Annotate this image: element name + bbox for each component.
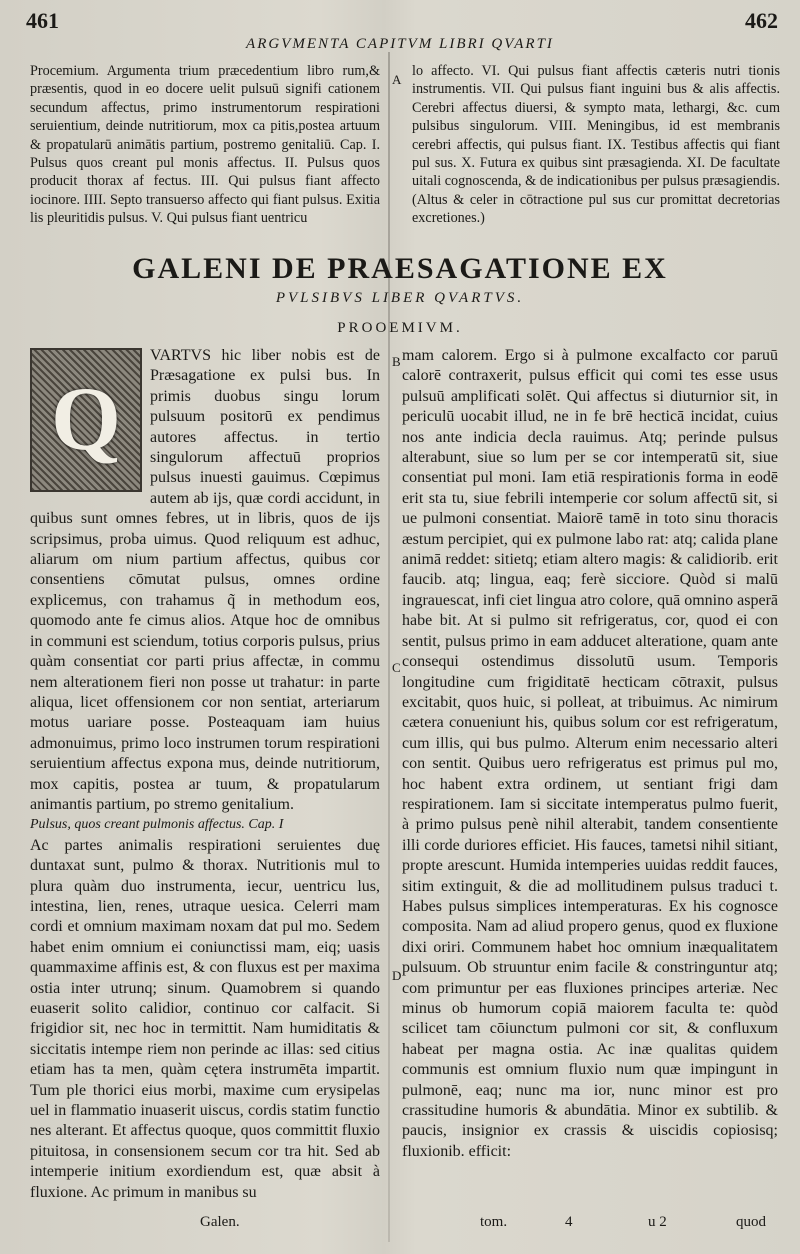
- book-title: GALENI DE PRAESAGATIONE EX: [132, 252, 668, 285]
- column-left-text-2: Ac partes animalis respirationi seruientes duę duntaxat sunt, pulmo & thorax. Nutritionis mul to plura quàm duo instrumenta, iecur, uentricu lus, intestina, lien, renes, utraque uesica. Celerri mam cordi et omnium maximam noxam dat pul mo. Sedem habet enim omnium ei coniunctissi mam, eiq; uasis quammaxime affinis est, & con fluxus est per maxima ostia inter utrunq; sinum. Quamobrem si quando euaserit solito calidior, continuo cor calfacit. Si frigidior sit, nec hoc in termittit. Nam humiditatis & siccitatis intempe riem non perinde ac illas: sed citius etiam has ta men, quàm cętera instrumēta impartit. Tum ple thorici eius morbi, maxime cum erysipelas uel in flammatio inuaserit uiscus, cordis statim functio nes alterant. Et affectus quoque, quos committit fluxio pituitosa, in consensionem secum cor tra hit. Sed ab intemperie initium exordiendum est, quæ absit à fluxione. Ac primum in manibus su: [30, 836, 380, 1201]
- book-subtitle: PVLSIBVS LIBER QVARTVS.: [275, 290, 525, 306]
- gutter-line: [388, 52, 390, 1242]
- signature-number: 4: [565, 1214, 573, 1230]
- chapter-heading: Pulsus, quos creant pulmonis affectus. Cap. I: [30, 817, 284, 833]
- catchword-right: quod: [736, 1214, 766, 1230]
- column-left: [30, 346, 380, 1203]
- signature-tom: tom.: [480, 1214, 508, 1230]
- margin-letter-b: B: [392, 354, 401, 369]
- margin-letter-c: C: [392, 660, 401, 675]
- argument-right: lo affecto. VI. Qui pulsus fiant affectis cæteris nutri tionis instrumentis. VII. Qui pulsus fiant inguini bus & alis affectis. Cerebri affectus diuersi, & sympto mata, lethargi, &c. cum pulsibus singulorum. VIII. Meningibus, id est membranis cerebri affectis, qui pulsus fiant. IX. Testibus affectis qui fiant pul sus. X. Futura ex quibus sint præsagienda. XI. De facultate uitali cognoscenda, & de indicationibus per pulsus præsagiendis. (Altus & celer in cōtractione pul sus cur promittat decretorias excretiones.): [412, 63, 780, 227]
- folio-left: 461: [26, 8, 59, 33]
- column-right: [402, 346, 778, 1162]
- margin-letter-d: D: [392, 968, 402, 983]
- signature-mark: u 2: [648, 1214, 667, 1230]
- column-right-text: mam calorem. Ergo si à pulmone excalfacto cor paruū calorē contraxerit, pulsus efficit qui comi tes esse usus pulsuū amplificati solēt. Qui affectus si diuturnior sit, in periculū uocabit illud, ne in fe brē hecticā incidat, cuius nos ante indicia decla rauimus. Atq; perinde pulsus alterabunt, siue so lum per se cor intemperatū sit, siue consentiat pul moni. Iam etiā respirationis forma in eodē erit sta tu, siue febrili intemperie cor solum affectū sit, si ue pulmoni consentiat. Maiorē tamē in toto sinu thoracis æstum percipiet, qui ex pulmone labo rat: atq; calida plane animā reddet: sitietq; etiam altero magis: & calidiorib. erit faucib. atq; lingua, eaq; ferè sicciore. Quòd si malū ingrauescat, infi ciet lingua atro colore, quā omnino asperā habe bit. At si pulmo sit refrigeratus, cor, quod ei con sentit, pulsus primo in eam adducet alteratione, quam ante consequi ostendimus dissolutū usum. Temporis longitudine cum frigiditatē hecticam cōtraxit, pulsus excitabit, quos huic, si polleat, at tribuimus. Ac nimirum cætera conueniunt his, quibus solum cor est refrigeratum, cum illis, qui bus pulmo. Alterum enim necessario alteri con sentit. Quibus uero refrigeratus est primus pul mo, hoc habent extra ordinem, ut sentiant frigi dam respirationem. Iam si siccitate intemperatus pulmo fuerit, à primo pulsus penè nihil alterabit, tandem consentiente illi corde duriores efficiet. His fauces, tametsi nihil sitiant, propte arescunt. Humida intemperies uuidas reddit fauces, sitim extinguit, & die ad mollitudinem pulsus traduci t. Habes pulsus simplices intemperaturas. Ex his cognosce composita. Nam ad aliud propero genus, quod ex fluxione dixi oriri. Communem habet hoc omnium inæqualitatem pulsuum. Ob struuntur enim facile & constringuntur atq; com primuntur per eas fluxiones principes arteriæ. Nec minus ob humorum copiā maiorem faculta te: quòd scilicet tam cōiunctum pulmoni cor sit, & confluxum habeat per magna ostia. Ac inæ qualitas quidem communis est omnium fluxio num quæ impingunt in pulmonē, eaq; nunc ma ior, nunc minor est pro crassitudine humoris & abundātia. Minor ex subtilib. & paucis, insignior ex crassis & uiscidis copiosisq; fluxionib. efficit:: [402, 347, 778, 1160]
- dropcap-letter: Q: [50, 369, 121, 469]
- margin-letter-a: A: [392, 72, 402, 87]
- folio-right: 462: [745, 8, 778, 33]
- catchword-left: Galen.: [200, 1214, 240, 1230]
- running-head: ARGVMENTA CAPITVM LIBRI QVARTI: [246, 36, 554, 52]
- dropcap-ornament: [30, 348, 142, 492]
- column-left-text-1: VARTVS hic liber nobis est de Præsagatione ex pulsi bus. In primis duobus singu lorum pulsuum positorū ex pendimus autores affectus. in tertio singulorum affectuū proprios pulsus inuesti gauimus. Cœpimus autem ab ijs, quæ cordi accidunt, in quibus sunt omnes febres, ut in libris, quos de ijs scripsimus, proba uimus. Quod reliquum est adhuc, aliarum om nium partium affectus, quibus cor consentiens cōmutat pulsus, omnes ordine explicemus, con trahamus q̃ in methodum eos, quomodo ante fe cimus alios. Atque hoc de omnibus in communi est sciendum, totius corporis pulsus, prius quàm consentiat cor parti prius affectæ, in commu nem alterationem fieri non posse ut trahatur: in parte aliqua, licet offensionem cor non sentiat, arteriarum motus uariare posse. Posteaquam iam huius admonuimus, primo loco instrumen torum respirationi seruientium affectus expona mus, deinde nutritiorum, mox capitis, postea ar tuum, & propatularum animantis partium, po stremo genitalium.: [30, 347, 380, 813]
- argument-left: Procemium. Argumenta trium præcedentium libro rum,& præsentis, quod in eo docere uelit pulsuū signifi cationem secundum affectus, primo instrumentorum respirationi seruientium, deinde nutritiorum, mox ca pitis,postea artuum & propatularū animātis partium, postremo genitaliū. Cap. I. Pulsus quos creant pul monis affectus. II. Pulsus quos producit thorax af fectus. III. Qui pulsus fiant affecto iocinore. IIII. Septo transuerso affecto qui fiant pulsus. Exitia lis pleuritidis pulsus. V. Qui pulsus fiant uentricu: [30, 63, 380, 227]
- proem-heading: PROOEMIVM.: [337, 320, 463, 336]
